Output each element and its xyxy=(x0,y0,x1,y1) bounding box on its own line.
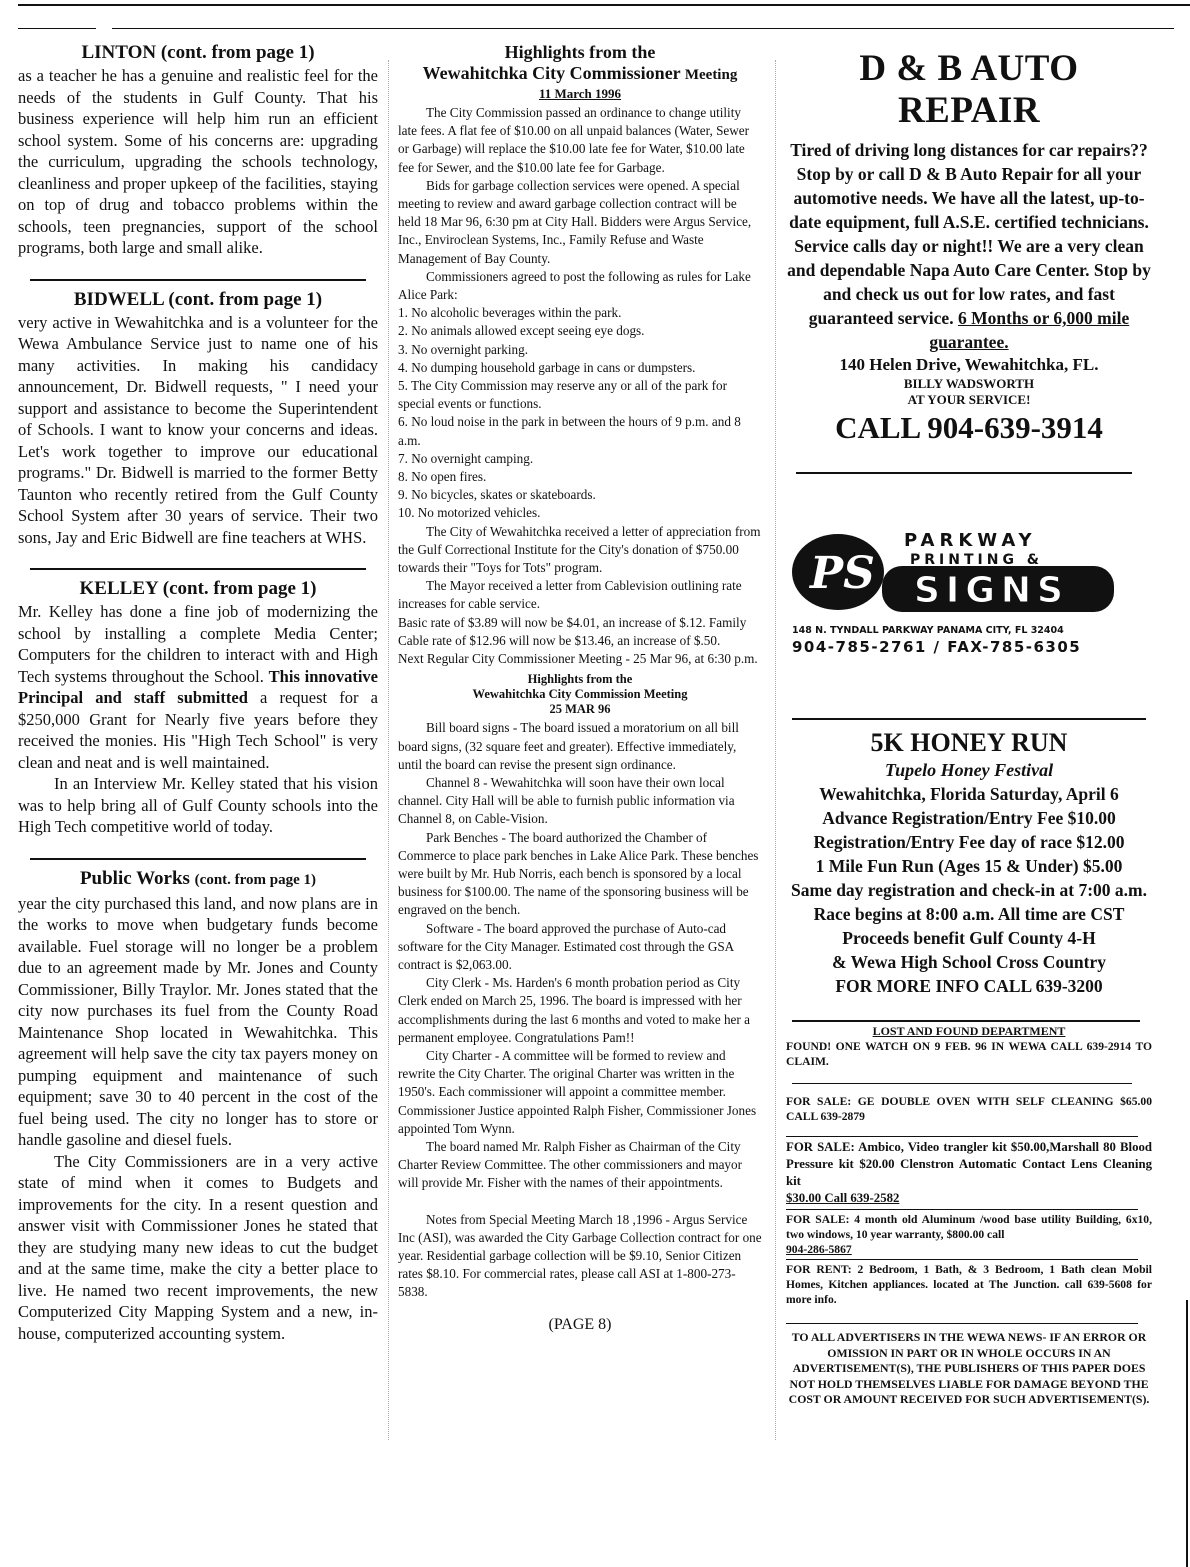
honey-run-line: Advance Registration/Entry Fee $10.00 xyxy=(822,808,1116,828)
kelley-text xyxy=(18,601,378,838)
oven-ad: FOR SALE: GE DOUBLE OVEN WITH SELF CLEANING $65.00 CALL 639-2879 xyxy=(786,1095,1152,1123)
linton-text: as a teacher he has a genuine and realistic feel for the needs of the students in Gulf County. That his business experience will help him run an efficient school system. Some of his concerns are: upgrading the curriculum, upgrading the schools technology, cleanliness and proper upkeep of the facilities, staying on top of drug and tobacco problems within the schools, teen pregnancies, support of the school programs, both large and small alike. xyxy=(18,66,378,257)
logo-signs: SIGNS xyxy=(914,570,1069,611)
honey-run-line: Proceeds benefit Gulf County 4-H xyxy=(842,928,1096,948)
park-rule: 8. No open fires. xyxy=(398,469,487,485)
highlights1-title-meeting: Meeting xyxy=(684,67,738,83)
top-rule xyxy=(18,4,1190,6)
parkway-logo-graphic xyxy=(786,526,1126,616)
dnb-ad-address: 140 Helen Drive, Wewahitchka, FL. xyxy=(839,355,1099,374)
advertiser-disclaimer: TO ALL ADVERTISERS IN THE WEWA NEWS- IF AN ERROR OR OMISSION IN PART OR IN WHOLE OCCURS IN AN ADVERTISEMENT(S), THE PUBLISHERS OF THIS PAPER DOES NOT HOLD THEMSELVES LIABLE FOR DAMAGE BEYOND THE COST OR AMOUNT RECEIVED FOR SUCH ADVERTISEMENT(S). xyxy=(788,1330,1150,1406)
linton-heading: LINTON (cont. from page 1) xyxy=(81,42,315,63)
honey-run-line: & Wewa High School Cross Country xyxy=(831,952,1107,972)
highlights2-para: Channel 8 - Wewahitchka will soon have their own local channel. City Hall will be able to furnish public information via Channel 8, on Cable-Vision. xyxy=(398,774,735,827)
special-meeting-notes: Notes from Special Meeting March 18 ,1996 - Argus Service Inc (ASI), was awarded the City Garbage Collection contract for one year. Residential garbage collection will be $9.10, Senior Citizen rates $8.10. For commercial rates, please call ASI at 1-800-273-5838. xyxy=(398,1211,762,1300)
column-right xyxy=(786,42,1152,1408)
highlights2-para: Park Benches - The board authorized the Chamber of Commerce to place park benches in Lake Alice Park. These benches were built by Mr. Hub Norris, each bench is sponsored by a local business for $100.00. The name of the sponsoring business will be engraved on the bench. xyxy=(398,829,759,918)
honey-run-subtitle: Tupelo Honey Festival xyxy=(884,760,1054,780)
honey-run-line: Wewahitchka, Florida Saturday, April 6 xyxy=(819,784,1119,804)
dnb-ad-owner: BILLY WADSWORTH xyxy=(903,376,1035,391)
parkway-phones: 904-785-2761 / FAX-785-6305 xyxy=(792,638,1082,656)
park-rule: 6. No loud noise in the park in between the hours of 9 p.m. and 8 a.m. xyxy=(398,414,741,448)
park-rule: 4. No dumping household garbage in cans or dumpsters. xyxy=(398,359,696,375)
park-rule: 9. No bicycles, skates or skateboards. xyxy=(398,487,596,503)
highlights1-p1: The City Commission passed an ordinance to change utility late fees. A flat fee of $10.00 on all unpaid balances (Water, Sewer or Garbage) will replace the $10.00 late fee for Water, $10.00 late fee for Sewer, and the $10.00 late fee for Garbage. xyxy=(398,105,750,175)
section-rule xyxy=(796,472,1132,474)
parkway-address: 148 N. TYNDALL PARKWAY PANAMA CITY, FL 32404 xyxy=(792,625,1064,636)
logo-printing: PRINTING & xyxy=(910,552,1044,568)
public-works-p1: year the city purchased this land, and now plans are in the works to move when budgetary funds become available. Fuel storage will no longer be a problem due to an agreement made by Mr. Jones and County Commissioner, Billy Traylor. Mr. Jones stated that the city now purchases its fuel from the County Road Maintenance Shop located in Wewahitchka. This agreement will help save the city tax payers money on pumping equipment and maintenance of such equipment; save 30 to 40 percent in the cost of the fuel being used. The city no longer has to store or handle gasoline and diesel fuels. xyxy=(18,893,378,1149)
building-ad-call: 904-286-5867 xyxy=(786,1243,852,1256)
dnb-ad-service: AT YOUR SERVICE! xyxy=(907,392,1031,407)
honey-run-line: Registration/Entry Fee day of race $12.00 xyxy=(813,832,1125,852)
highlights2-para: City Charter - A committee will be formed to review and rewrite the City Charter. The original Charter was written in the 1950's. Each commissioner will appoint a committee member. Commissioner Justice appointed Ralph Fisher, Commissioner Jones appointed Tom Wynn. xyxy=(398,1047,757,1136)
honey-run-line: Same day registration and check-in at 7:00 a.m. xyxy=(791,880,1147,900)
highlights1-body xyxy=(398,104,762,668)
classified-rule xyxy=(792,1083,1132,1084)
logo-initials: PS xyxy=(810,548,875,599)
section-rule xyxy=(30,279,366,281)
page-number: (PAGE 8) xyxy=(548,1315,612,1333)
highlights2-title xyxy=(398,672,762,717)
top-rule-short xyxy=(18,28,96,29)
park-rule: 3. No overnight parking. xyxy=(398,341,529,357)
highlights2-para: Software - The board approved the purchase of Auto-cad software for the City Manager. Estimated cost through the GSA contract is $2,063.00. xyxy=(398,920,734,972)
column-divider-2 xyxy=(775,60,776,1440)
column-middle xyxy=(398,42,762,1334)
column-left xyxy=(18,42,378,1344)
page-edge-rule xyxy=(1186,1300,1188,1567)
logo-parkway: PARKWAY xyxy=(904,530,1037,551)
highlights1-p5: The Mayor received a letter from Cablevision outlining rate increases for cable service. xyxy=(398,578,742,612)
public-works-title: Public Works xyxy=(79,867,190,889)
bidwell-text: very active in Wewahitchka and is a volunteer for the Wewa Ambulance Service just to name one of his many activities. In making his candidacy announcement, Dr. Bidwell requests, " I need your support and assistance to become the Superintendent of Schools. I want to know your concerns and ideas. Let's work together to improve our educational programs." Dr. Bidwell is married to the former Betty Taunton who recently retired from the Gulf County School System after 30 years of service. Their two sons, Jay and Eric Bidwell are fine teachers at WHS. xyxy=(18,312,378,547)
column-divider-1 xyxy=(388,60,389,1440)
lost-found-ad: FOUND! ONE WATCH ON 9 FEB. 96 IN WEWA CALL 639-2914 TO CLAIM. xyxy=(786,1040,1152,1068)
highlights2-title-line2: Wewahitchka City Commission Meeting xyxy=(472,687,688,702)
classified-rule xyxy=(786,1136,1138,1137)
highlights2-para: The board named Mr. Ralph Fisher as Chairman of the City Charter Review Committee. The other commissioners and mayor will provide Mr. Fisher with the names of their appointments. xyxy=(398,1138,743,1191)
public-works-heading xyxy=(18,868,378,891)
kelley-p1-a: Mr. Kelley has done a fine job of modernizing the school by installing a complete Media Center; Computers for the children to interact with and High Tech systems throughout the School. xyxy=(18,602,378,686)
highlights1-p4: The City of Wewahitchka received a letter of appreciation from the Gulf Correctional Institute for the City's donation of $750.00 towards their "Toys for Tots" program. xyxy=(398,523,761,576)
highlights2-para: Bill board signs - The board issued a moratorium on all bill board signs, (32 square feet and greater). Effective immediately, until the board can revise the present sign ordinance. xyxy=(398,720,739,772)
highlights2-title-line1: Highlights from the xyxy=(527,672,633,687)
park-rule: 7. No overnight camping. xyxy=(398,450,534,466)
honey-run-line: Race begins at 8:00 a.m. All time are CST xyxy=(813,904,1125,924)
dnb-ad-guarantee: 6 Months or 6,000 mile guarantee. xyxy=(929,308,1130,352)
honey-run-title: 5K HONEY RUN xyxy=(870,728,1068,757)
public-works-text xyxy=(18,893,378,1345)
building-ad: FOR SALE: 4 month old Aluminum /wood base utility Building, 6x10, two windows, 10 year warranty, $800.00 call xyxy=(786,1213,1152,1241)
highlights1-date: 11 March 1996 xyxy=(538,86,622,101)
dnb-ad-text: Tired of driving long distances for car repairs?? Stop by or call D & B Auto Repair for all your automotive needs. We have all the latest, up-to-date equipment, full A.S.E. certified technicians. Service calls day or night!! We are a very clean and dependable Napa Auto Care Center. Stop by and check us out for low rates, and fast guaranteed service. xyxy=(787,140,1151,328)
highlights2-body xyxy=(398,719,762,1301)
park-rule: 1. No alcoholic beverages within the park. xyxy=(398,305,622,321)
highlights2-para: City Clerk - Ms. Harden's 6 month probation period as City Clerk ended on March 25, 1996. The board is impressed with her accomplishments during the last 6 months and voted to make her a permanent employee. Congratulations Pam!! xyxy=(398,975,750,1045)
park-rule: 10. No motorized vehicles. xyxy=(398,505,541,521)
dnb-ad-body xyxy=(786,138,1152,354)
public-works-title-sub: (cont. from page 1) xyxy=(194,871,317,888)
honey-run-line: FOR MORE INFO CALL 639-3200 xyxy=(835,976,1103,996)
section-rule xyxy=(792,718,1146,720)
park-rule: 2. No animals allowed except seeing eye dogs. xyxy=(398,323,645,339)
bidwell-heading: BIDWELL (cont. from page 1) xyxy=(73,288,323,310)
highlights1-title-main: Wewahitchka City Commissioner xyxy=(422,63,681,83)
classified-rule xyxy=(786,1323,1138,1324)
highlights2-date: 25 MAR 96 xyxy=(549,702,611,717)
kelley-p1-bold: This innovative Principal and staff submitted xyxy=(18,666,379,707)
honey-run-line: 1 Mile Fun Run (Ages 15 & Under) $5.00 xyxy=(815,856,1123,876)
highlights1-p7: Next Regular City Commissioner Meeting - 25 Mar 96, at 6:30 p.m. xyxy=(398,651,758,667)
ambico-ad: FOR SALE: Ambico, Video trangler kit $50.00,Marshall 80 Blood Pressure kit $20.00 Clenstron Automatic Contact Lens Cleaning kit xyxy=(786,1140,1152,1188)
top-rule-long xyxy=(112,28,1174,29)
highlights1-p6: Basic rate of $3.89 will now be $4.01, an increase of $.12. Family Cable rate of $12.96 will now be $13.46, an increase of $.50. xyxy=(398,614,747,648)
highlights1-title-line2 xyxy=(398,63,762,86)
highlights1-p3: Commissioners agreed to post the following as rules for Lake Alice Park: xyxy=(398,268,751,303)
rent-ad: FOR RENT: 2 Bedroom, 1 Bath, & 3 Bedroom, 1 Bath clean Mobil Homes, Kitchen appliances. located at The Junction. call 639-5608 for more info. xyxy=(786,1263,1152,1306)
public-works-p2: The City Commissioners are in a very active state of mind when it comes to Budgets and improvements for the city. In a resent question and answer visit with Commissioner Jones he stated that they are studying many new ideas to cut the budget and at the same time, make the city a better place to live. He named two recent improvements, the new Computerized City Mapping System and a new, in-house, computerized accounting system. xyxy=(18,1151,378,1343)
kelley-heading: KELLEY (cont. from page 1) xyxy=(79,578,317,599)
ambico-ad-call: $30.00 Call 639-2582 xyxy=(786,1191,900,1205)
section-rule xyxy=(792,1020,1140,1022)
classified-rule xyxy=(786,1209,1138,1210)
dnb-ad-phone: CALL 904-639-3914 xyxy=(835,410,1103,445)
highlights1-title-line1: Highlights from the xyxy=(504,42,656,62)
dnb-ad-title: D & B AUTO REPAIR xyxy=(859,48,1079,131)
classified-rule xyxy=(786,1259,1138,1260)
kelley-p1-b: a request for a $250,000 Grant for Nearly five years before they received the monies. His "High Tech School" is very clean and neat and is well maintained. xyxy=(18,688,378,772)
park-rule: 5. The City Commission may reserve any or all of the park for special events or functions. xyxy=(398,378,728,412)
kelley-p2: In an Interview Mr. Kelley stated that his vision was to help bring all of Gulf County schools into the High Tech competitive world of today. xyxy=(18,774,378,836)
section-rule xyxy=(30,858,366,860)
honey-run-details xyxy=(786,782,1152,998)
parkway-logo xyxy=(786,526,1152,656)
highlights1-p2: Bids for garbage collection services were opened. A special meeting to review and award garbage collection contract will be held 18 Mar 96, 6:30 pm at City Hall. Bidders were Argus Service, Inc., Enviroclean Systems, Inc., Family Refuse and Waste Management of Bay County. xyxy=(398,177,752,266)
section-rule xyxy=(30,568,366,570)
lost-found-heading: LOST AND FOUND DEPARTMENT xyxy=(872,1024,1066,1038)
